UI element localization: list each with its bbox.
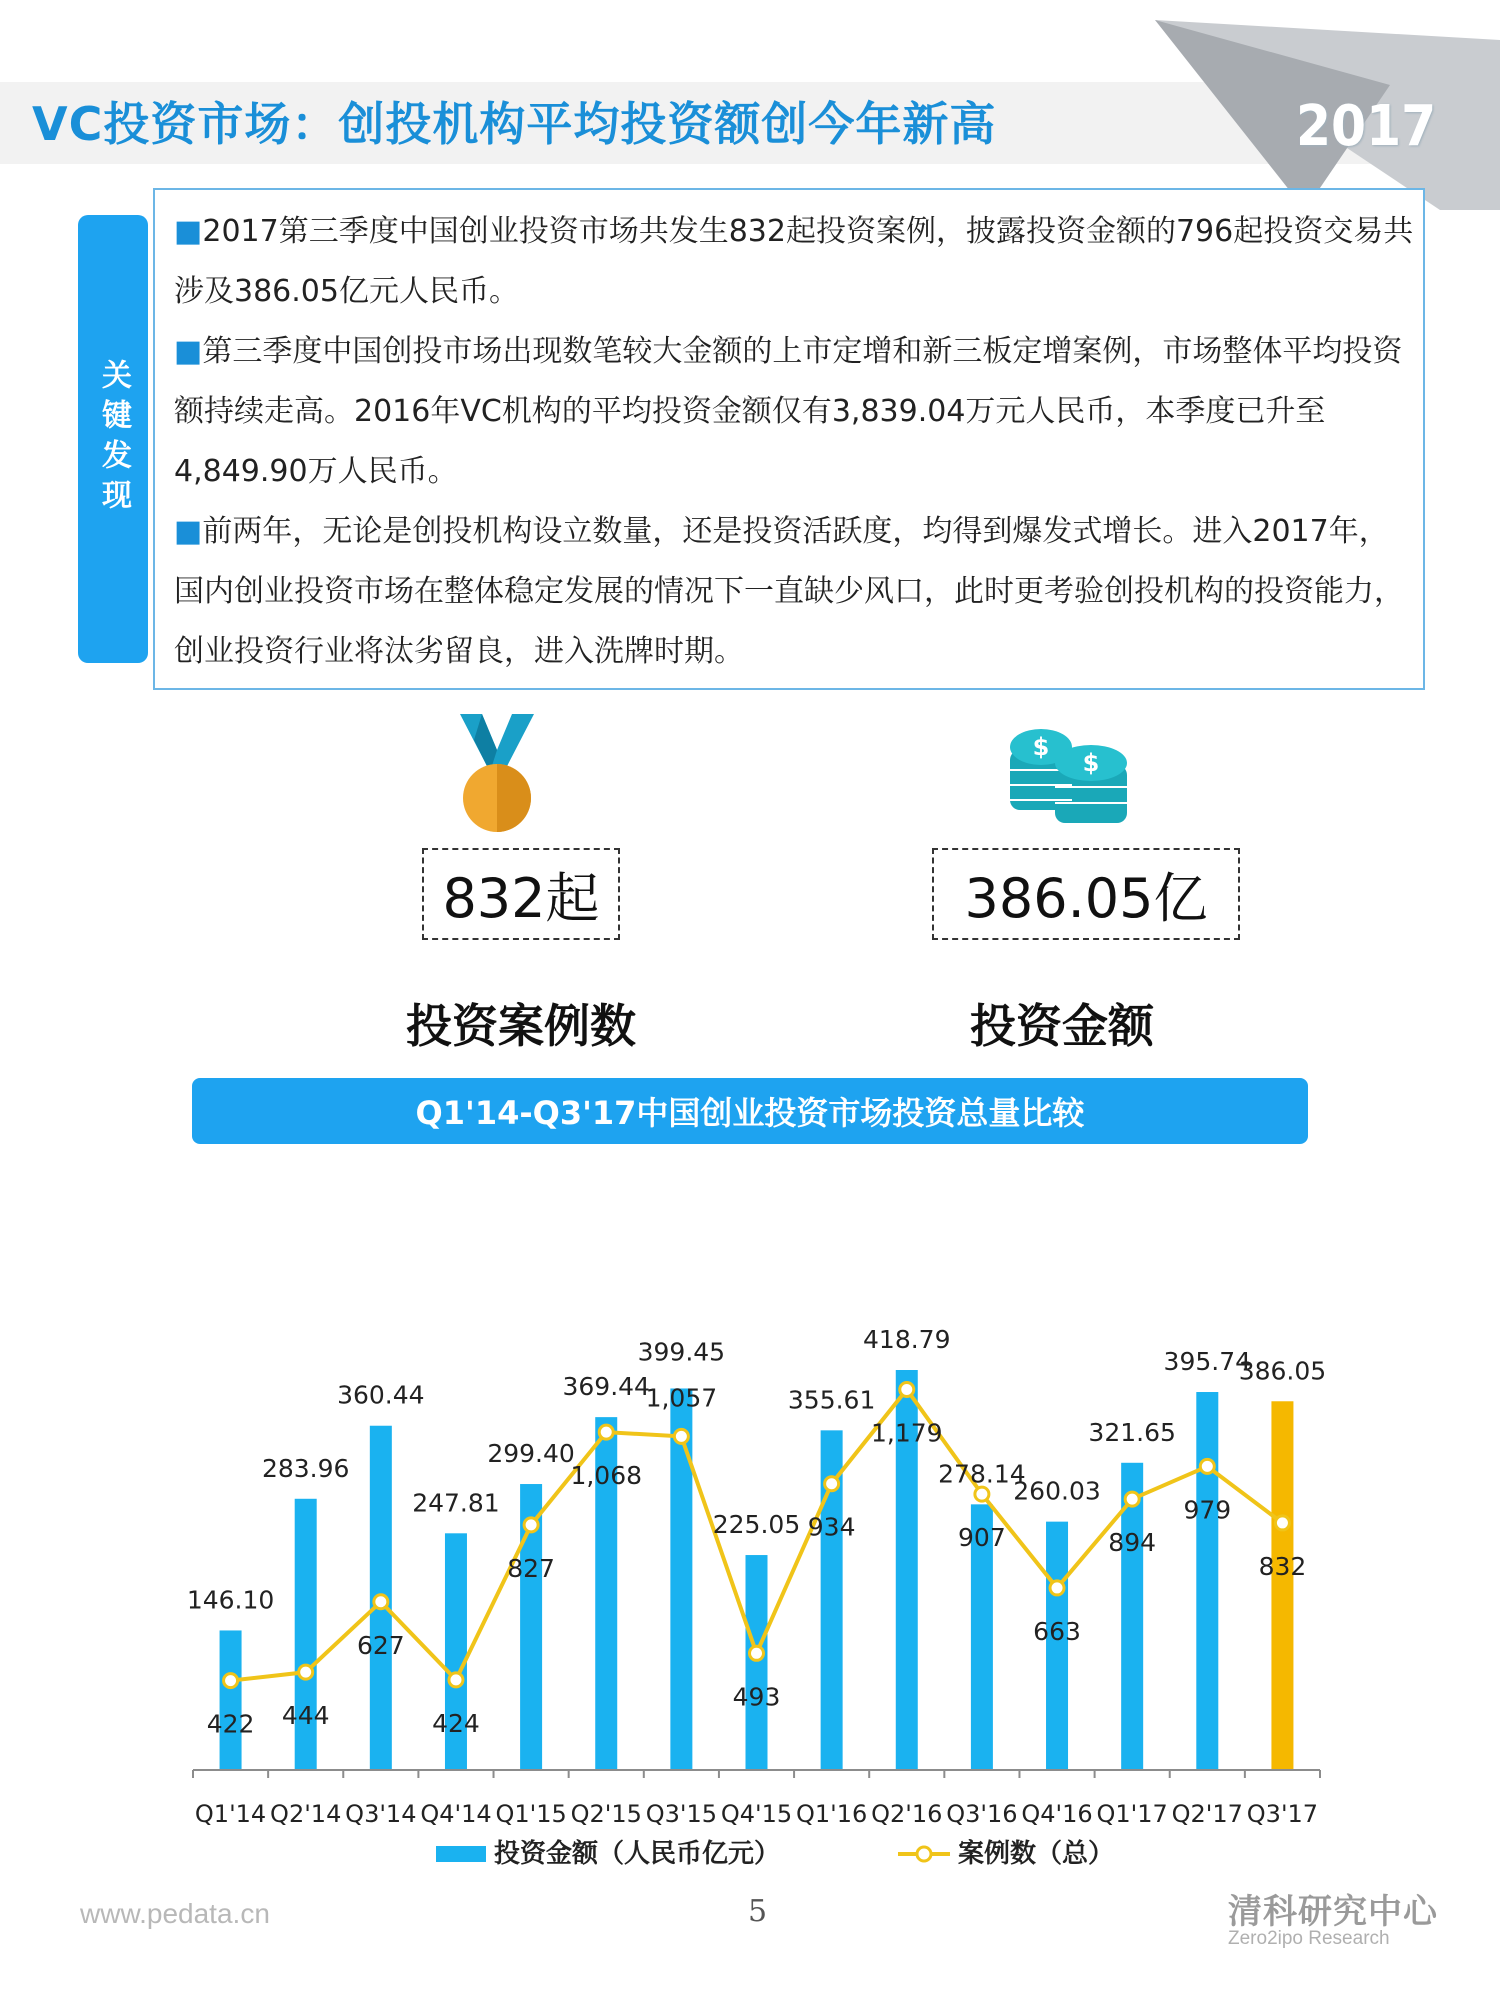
case-count-point-Q2'17	[1200, 1459, 1214, 1473]
logo-text: 清科研究中心	[1228, 1892, 1438, 1932]
line-label-Q3'17: 832	[1258, 1551, 1307, 1581]
bar-label-Q3'15: 399.45	[637, 1337, 726, 1367]
year-badge: 2017	[1296, 94, 1437, 159]
x-tick-label-Q2'14: Q2'14	[270, 1800, 342, 1828]
finding-paragraph: ■第三季度中国创投市场出现数笔较大金额的上市定增和新三板定增案例，市场整体平均投资额持续走高。2016年VC机构的平均投资金额仅有3,839.04万元人民币，本季度已升至4,849.90万人民币。	[174, 334, 1403, 489]
x-tick-label-Q3'15: Q3'15	[645, 1800, 718, 1828]
investment-chart	[0, 1160, 1500, 1890]
line-label-Q3'15: 1,057	[645, 1383, 718, 1413]
legend-bar-swatch	[436, 1846, 486, 1862]
line-label-Q1'17: 894	[1108, 1528, 1157, 1558]
bar-Q2'17	[1196, 1392, 1218, 1770]
x-tick-label-Q3'17: Q3'17	[1246, 1800, 1319, 1828]
bullet-square-icon: ■	[174, 214, 203, 249]
line-label-Q1'16: 934	[807, 1512, 856, 1542]
medal-icon	[452, 710, 542, 840]
bar-label-Q1'15: 299.40	[487, 1439, 575, 1469]
case-count-point-Q3'16	[975, 1487, 989, 1501]
bar-label-Q3'16: 278.14	[938, 1459, 1026, 1489]
svg-text:$: $	[1032, 733, 1050, 761]
x-tick-label-Q1'16: Q1'16	[795, 1800, 868, 1828]
x-tick-label-Q1'17: Q1'17	[1096, 1800, 1168, 1828]
case-count-point-Q2'15	[599, 1425, 613, 1439]
x-tick-label-Q2'16: Q2'16	[871, 1800, 943, 1828]
x-tick-label-Q2'15: Q2'15	[570, 1800, 642, 1828]
svg-text:$: $	[1082, 749, 1100, 777]
x-tick-label-Q1'14: Q1'14	[194, 1800, 267, 1828]
case-count-point-Q3'17	[1275, 1516, 1289, 1530]
x-tick-label-Q4'14: Q4'14	[420, 1800, 492, 1828]
x-tick-label-Q3'14: Q3'14	[345, 1800, 417, 1828]
case-count-point-Q1'17	[1125, 1492, 1139, 1506]
line-label-Q3'14: 627	[356, 1630, 405, 1660]
bar-Q3'15	[670, 1388, 692, 1770]
bar-label-Q3'17: 386.05	[1238, 1356, 1327, 1386]
chart-title: Q1'14-Q3'17中国创业投资市场投资总量比较	[192, 1078, 1308, 1144]
bar-label-Q2'16: 418.79	[863, 1325, 951, 1354]
bar-label-Q4'16: 260.03	[1013, 1476, 1101, 1506]
line-label-Q2'14: 444	[281, 1701, 330, 1731]
kpi-case-count-label: 投资案例数	[406, 999, 636, 1053]
case-count-point-Q3'15	[674, 1429, 688, 1443]
findings-tab-label: 关键发现	[96, 359, 131, 519]
x-tick-label-Q2'17: Q2'17	[1171, 1800, 1243, 1828]
case-count-point-Q2'14	[299, 1665, 313, 1679]
logo-subtext: Zero2ipo Research	[1228, 1928, 1390, 1949]
bar-label-Q1'16: 355.61	[787, 1385, 876, 1415]
coins-icon	[1005, 725, 1135, 825]
bar-label-Q2'15: 369.44	[562, 1372, 650, 1402]
case-count-point-Q4'14	[449, 1673, 463, 1687]
line-label-Q1'15: 827	[507, 1553, 555, 1583]
legend-line-label: 案例数（总）	[958, 1839, 1115, 1869]
line-label-Q4'15: 493	[732, 1682, 781, 1712]
case-count-point-Q3'14	[374, 1595, 388, 1609]
x-tick-label-Q4'15: Q4'15	[720, 1800, 793, 1828]
legend-bar-label: 投资金额（人民币亿元）	[494, 1839, 781, 1869]
bullet-square-icon: ■	[174, 514, 203, 549]
case-count-point-Q1'16	[825, 1477, 839, 1491]
finding-paragraph: ■前两年，无论是创投机构设立数量，还是投资活跃度，均得到爆发式增长。进入2017年，国内创业投资市场在整体稳定发展的情况下一直缺少风口，此时更考验创投机构的投资能力，创业投资行业将汰劣留良，进入洗牌时期。	[174, 514, 1404, 669]
footer-url[interactable]: www.pedata.cn	[80, 1898, 270, 1929]
line-label-Q4'14: 424	[432, 1708, 480, 1738]
case-count-point-Q4'16	[1050, 1581, 1064, 1595]
bar-label-Q1'14: 146.10	[186, 1585, 275, 1615]
bar-Q3'17	[1271, 1401, 1293, 1770]
kpi-case-count-box: 832起	[422, 848, 620, 940]
case-count-point-Q4'15	[750, 1646, 764, 1660]
line-label-Q2'16: 1,179	[870, 1418, 943, 1448]
line-label-Q1'14: 422	[206, 1709, 255, 1739]
finding-paragraph: ■2017第三季度中国创业投资市场共发生832起投资案例，披露投资金额的796起投资交易共涉及386.05亿元人民币。	[174, 214, 1414, 309]
line-label-Q2'15: 1,068	[570, 1461, 643, 1491]
bar-label-Q4'14: 247.81	[412, 1488, 500, 1518]
bar-Q1'14	[220, 1630, 242, 1770]
case-count-point-Q1'15	[524, 1518, 538, 1532]
bar-label-Q4'15: 225.05	[712, 1510, 801, 1540]
kpi-amount-label: 投资金额	[970, 999, 1154, 1053]
x-tick-label-Q1'15: Q1'15	[495, 1800, 567, 1828]
legend-line-marker	[917, 1847, 931, 1861]
findings-text	[174, 202, 1414, 682]
bar-label-Q3'14: 360.44	[337, 1380, 425, 1410]
line-label-Q3'16: 907	[958, 1523, 1006, 1553]
bar-label-Q1'17: 321.65	[1088, 1417, 1176, 1447]
page-number: 5	[748, 1894, 768, 1929]
bar-label-Q2'14: 283.96	[261, 1453, 350, 1483]
bullet-square-icon: ■	[174, 334, 203, 369]
kpi-amount-box: 386.05亿	[932, 848, 1240, 940]
case-count-point-Q2'16	[900, 1382, 914, 1396]
bar-Q4'15	[746, 1555, 768, 1770]
line-label-Q4'16: 663	[1033, 1616, 1081, 1646]
x-tick-label-Q4'16: Q4'16	[1021, 1800, 1093, 1828]
line-label-Q2'17: 979	[1183, 1495, 1232, 1525]
page-title: VC投资市场：创投机构平均投资额创今年新高	[32, 97, 997, 151]
bar-label-Q2'17: 395.74	[1163, 1347, 1252, 1377]
case-count-point-Q1'14	[224, 1674, 238, 1688]
x-tick-label-Q3'16: Q3'16	[946, 1800, 1018, 1828]
